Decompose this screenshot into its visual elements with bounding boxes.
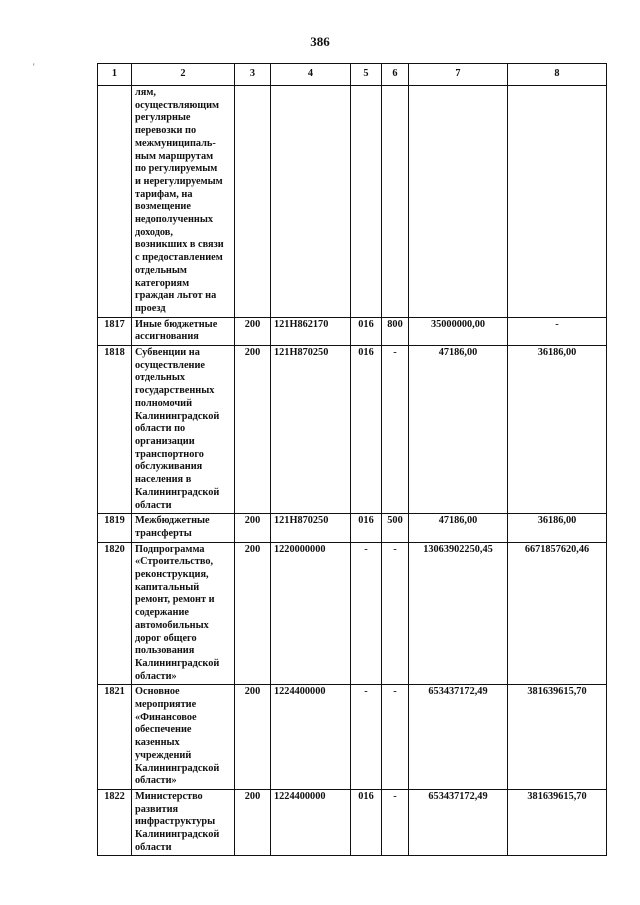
row-name-line: дорог общего xyxy=(135,632,197,644)
row-gr-code: 200 xyxy=(235,317,271,345)
row-number xyxy=(98,86,132,318)
row-name-line: инфраструктуры xyxy=(135,816,216,828)
header-cell: 4 xyxy=(271,64,351,86)
row-csr-code: 121Н870250 xyxy=(271,346,351,514)
row-name-line: отдельных xyxy=(135,372,186,384)
row-name-line: автомобильных xyxy=(135,619,209,631)
row-name-line: отдельным xyxy=(135,264,187,276)
row-ved-code: - xyxy=(351,685,382,790)
page-number: 386 xyxy=(310,34,330,49)
row-name-line: ассигнования xyxy=(135,331,199,343)
row-sum-year1: 653437172,49 xyxy=(409,685,508,790)
row-name-line: мероприятие xyxy=(135,699,197,711)
header-cell: 1 xyxy=(98,64,132,86)
row-name xyxy=(132,685,235,790)
row-number: 1820 xyxy=(98,542,132,685)
row-ved-code: 016 xyxy=(351,317,382,345)
row-name-line: Межбюджетные xyxy=(135,515,210,527)
row-gr-code xyxy=(235,86,271,318)
table-row xyxy=(98,514,607,542)
row-name-line: капитальный xyxy=(135,581,200,593)
row-vr-code: - xyxy=(382,789,409,856)
header-cell: 2 xyxy=(132,64,235,86)
row-name-line: области» xyxy=(135,775,177,787)
row-name-line: категориям xyxy=(135,277,190,289)
table-body xyxy=(98,86,607,856)
row-name xyxy=(132,346,235,514)
row-gr-code: 200 xyxy=(235,685,271,790)
row-name-line: области xyxy=(135,841,172,853)
row-name-line: ремонт, ремонт и xyxy=(135,594,215,606)
header-cell: 5 xyxy=(351,64,382,86)
row-sum-year2: 6671857620,46 xyxy=(508,542,607,685)
row-number: 1821 xyxy=(98,685,132,790)
table-row xyxy=(98,317,607,345)
row-name-line: казенных xyxy=(135,737,180,749)
table-row xyxy=(98,86,607,318)
row-name-line: Иные бюджетные xyxy=(135,318,218,330)
row-name-line: полномочий xyxy=(135,397,193,409)
row-name-line: осуществляющим xyxy=(135,99,220,111)
row-gr-code: 200 xyxy=(235,514,271,542)
row-name xyxy=(132,542,235,685)
row-name-line: регулярные xyxy=(135,112,191,124)
row-vr-code: 800 xyxy=(382,317,409,345)
row-gr-code: 200 xyxy=(235,346,271,514)
row-name-line: «Строительство, xyxy=(135,556,214,568)
row-sum-year2: - xyxy=(508,317,607,345)
row-vr-code: 500 xyxy=(382,514,409,542)
row-name-line: межмуниципаль- xyxy=(135,137,216,149)
stray-mark: ' xyxy=(33,62,35,72)
row-vr-code xyxy=(382,86,409,318)
row-ved-code xyxy=(351,86,382,318)
row-sum-year1: 47186,00 xyxy=(409,346,508,514)
row-name-line: Калининградской xyxy=(135,486,220,498)
row-name-line: Калининградской xyxy=(135,829,220,841)
table-row xyxy=(98,346,607,514)
row-name-line: граждан льгот на xyxy=(135,290,217,302)
row-name-line: пользования xyxy=(135,645,195,657)
row-number: 1822 xyxy=(98,789,132,856)
row-name-line: транспортного xyxy=(135,448,204,460)
row-sum-year1: 13063902250,45 xyxy=(409,542,508,685)
row-name-line: Калининградской xyxy=(135,657,220,669)
row-sum-year2: 381639615,70 xyxy=(508,685,607,790)
row-ved-code: 016 xyxy=(351,789,382,856)
row-name-line: Калининградской xyxy=(135,410,220,422)
row-ved-code: - xyxy=(351,542,382,685)
row-name-line: по регулируемым xyxy=(135,163,218,175)
row-name-line: содержание xyxy=(135,607,189,619)
header-cell: 3 xyxy=(235,64,271,86)
row-sum-year1: 47186,00 xyxy=(409,514,508,542)
header-cell: 6 xyxy=(382,64,409,86)
row-sum-year2 xyxy=(508,86,607,318)
table-row xyxy=(98,685,607,790)
row-name-line: ным маршрутам xyxy=(135,150,214,162)
row-name xyxy=(132,317,235,345)
row-name-line: тарифам, на xyxy=(135,188,193,200)
row-sum-year2: 381639615,70 xyxy=(508,789,607,856)
row-gr-code: 200 xyxy=(235,789,271,856)
row-name-line: Основное xyxy=(135,686,180,698)
row-name-line: возмещение xyxy=(135,201,191,213)
row-name-line: организации xyxy=(135,435,195,447)
row-name-line: с предоставлением xyxy=(135,252,223,264)
row-name-line: возникших в связи xyxy=(135,239,224,251)
header-cell: 8 xyxy=(508,64,607,86)
row-name-line: области» xyxy=(135,670,177,682)
row-csr-code xyxy=(271,86,351,318)
row-name-line: области по xyxy=(135,423,186,435)
row-name-line: «Финансовое xyxy=(135,711,197,723)
row-name-line: и нерегулируемым xyxy=(135,175,223,187)
row-name-line: лям, xyxy=(135,87,156,98)
header-cell: 7 xyxy=(409,64,508,86)
row-name-line: государственных xyxy=(135,385,215,397)
row-vr-code: - xyxy=(382,346,409,514)
row-name-line: осуществление xyxy=(135,359,205,371)
row-csr-code: 121Н862170 xyxy=(271,317,351,345)
row-sum-year2: 36186,00 xyxy=(508,514,607,542)
row-name-line: Подпрограмма xyxy=(135,543,205,555)
row-number: 1819 xyxy=(98,514,132,542)
row-gr-code: 200 xyxy=(235,542,271,685)
row-csr-code: 1224400000 xyxy=(271,789,351,856)
row-name-line: области xyxy=(135,499,172,511)
row-name-line: Субвенции на xyxy=(135,347,200,359)
row-name-line: реконструкция, xyxy=(135,569,209,581)
row-ved-code: 016 xyxy=(351,346,382,514)
row-name-line: Министерство xyxy=(135,790,203,802)
row-name-line: перевозки по xyxy=(135,125,197,137)
row-name-line: проезд xyxy=(135,302,166,314)
row-csr-code: 1224400000 xyxy=(271,685,351,790)
row-csr-code: 1220000000 xyxy=(271,542,351,685)
row-name-line: доходов, xyxy=(135,226,173,238)
row-name-line: недополученных xyxy=(135,214,214,226)
row-sum-year1: 653437172,49 xyxy=(409,789,508,856)
header-row xyxy=(98,64,607,86)
row-ved-code: 016 xyxy=(351,514,382,542)
row-name-line: населения в xyxy=(135,474,192,486)
row-name-line: Калининградской xyxy=(135,762,220,774)
row-name-line: развития xyxy=(135,803,179,815)
row-name-line: трансферты xyxy=(135,527,192,539)
row-vr-code: - xyxy=(382,542,409,685)
row-name-line: обслуживания xyxy=(135,461,203,473)
table-row xyxy=(98,542,607,685)
row-name-line: учреждений xyxy=(135,749,192,761)
row-sum-year2: 36186,00 xyxy=(508,346,607,514)
row-csr-code: 121Н870250 xyxy=(271,514,351,542)
row-name xyxy=(132,86,235,318)
row-sum-year1: 35000000,00 xyxy=(409,317,508,345)
row-name-line: обеспечение xyxy=(135,724,192,736)
row-name xyxy=(132,514,235,542)
row-number: 1818 xyxy=(98,346,132,514)
row-sum-year1 xyxy=(409,86,508,318)
row-number: 1817 xyxy=(98,317,132,345)
budget-table xyxy=(97,63,607,856)
table-row xyxy=(98,789,607,856)
row-vr-code: - xyxy=(382,685,409,790)
row-name xyxy=(132,789,235,856)
